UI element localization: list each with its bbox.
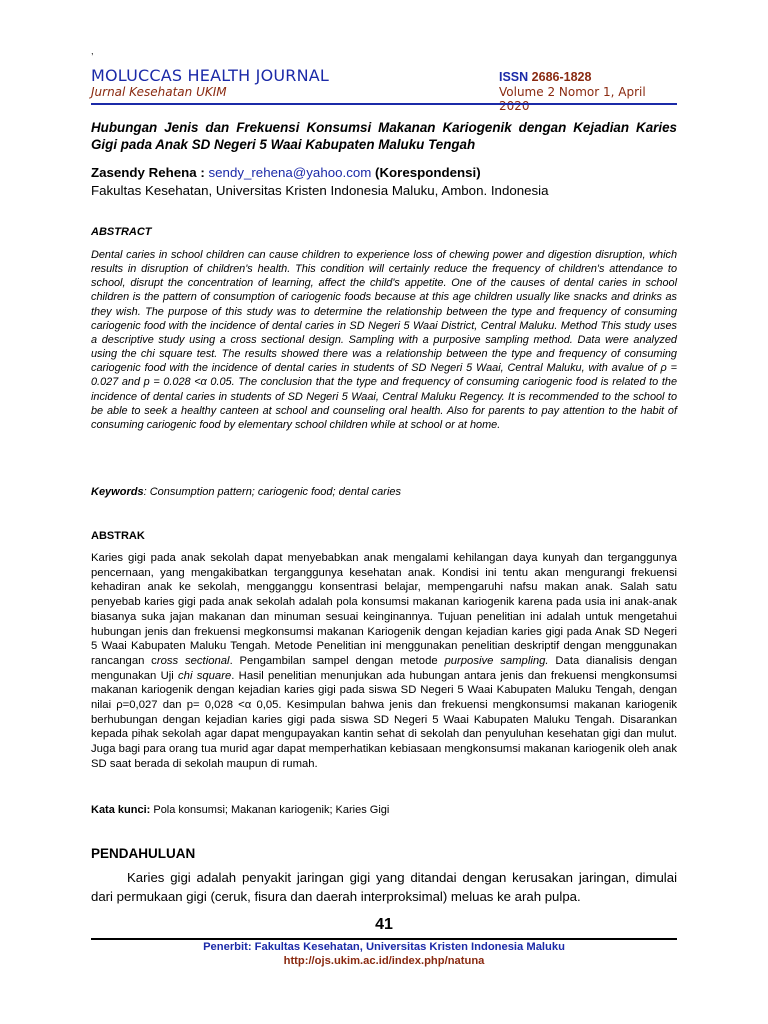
footer-url-link[interactable]: http://ojs.ukim.ac.id/index.php/natuna xyxy=(283,955,485,967)
author-affiliation: Fakultas Kesehatan, Universitas Kristen Indonesia Maluku, Ambon. Indonesia xyxy=(91,183,549,198)
abstrak-part-1: Karies gigi pada anak sekolah dapat menyebabkan anak mengalami kehilangan daya kunyah dan terganggunya pencernaan, yang mengakibatkan terganggunya kesehatan anak. Kondisi ini tentu akan mengurangi frekuensi kehadiran anak ke sekolah, mengganggu konsentrasi belajar, mempengaruhi nafsu makan anak. Salah satu penyebab karies gigi pada anak sekolah adalah pola konsumsi makanan kariogenik karena pada usia ini anak-anak biasanya suka jajan makanan dan minuman sesuai keinginannya. Tujuan penelitian ini adalah untuk mengetahui hubungan jenis dan frekuensi megkonsumsi makanan Kariogenik dengan kejadian karies gigi pada Anak SD Negeri 5 Waai Kabupaten Maluku Tengah. Metode Penelitian ini menggunakan penelitian deskriptif dengan menggunakan rancangan c xyxy=(91,552,677,667)
abstract-heading: ABSTRACT xyxy=(91,226,152,238)
issn-number: 2686-1828 xyxy=(531,70,592,84)
keywords-text: : Consumption pattern; cariogenic food; dental caries xyxy=(143,486,402,498)
author-email-link[interactable]: sendy_rehena@yahoo.com xyxy=(208,165,372,180)
abstrak-part-4: . Hasil penelitian menunjukan ada hubungan antara jenis dan frekuensi mengkonsumsi makanan kariogenik dengan kejadian karies gigi pada siswa SD Negeri 5 Waai Kabupaten Maluku Tengah, dengan nilai ρ=0,027 dan p= 0,028 <α 0,05. Kesimpulan bahwa jenis dan frekuensi mengkonsumsi makanan kariogenik berhubungan dengan kejadian karies gigi pada siswa SD Negeri 5 Waai Kabupaten Maluku Tengah. Disarankan kepada pihak sekolah agar dapat mengupayakan kantin sehat di sekolah dan penyuluhan kesehatan gigi dan mulut. Juga bagi para orang tua murid agar dapat memperhatikan kebiasaan mengkonsumsi makanan kariogenik oleh anak SD saat berada di sekolah maupun di rumah. xyxy=(91,669,678,770)
footer-rule xyxy=(91,938,677,940)
author-role: (Korespondensi) xyxy=(371,165,481,180)
abstrak-keywords xyxy=(91,804,389,816)
journal-name: MOLUCCAS HEALTH JOURNAL xyxy=(91,66,330,85)
journal-subtitle: Jurnal Kesehatan UKIM xyxy=(91,85,227,99)
issn-label: ISSN xyxy=(499,70,529,84)
abstrak-heading: ABSTRAK xyxy=(91,530,145,542)
header-rule xyxy=(91,103,677,105)
author-name: Zasendy Rehena : xyxy=(91,165,209,180)
kata-kunci-label: Kata kunci: xyxy=(91,804,151,816)
abstrak-italic-3: chi square xyxy=(178,669,232,682)
abstract-text: Dental caries in school children can cause children to experience loss of chewing power and digestion disruption, which results in disruption of children's health. This condition will certainly reduce the frequency of children's attendance to school, disrupt the concentration of learning, affect the child's appetite. One of the causes of dental caries in school children is the pattern of consumption of cariogenic foods because at this age children usually like snacks and drinks as they wish. The purpose of this study was to determine the relationship between the type and frequency of consuming cariogenic food with the incidence of dental caries in SD Negeri 5 Waai District, Central Maluku. Method This study uses a descriptive study using a cross sectional design. Sampling with a purposive sampling method. Data were analyzed using the chi square test. The results showed there was a relationship between the type and frequency of consuming cariogenic food with the incidence of dental caries in students of SD Negeri 5 Waai, Central Maluku, with avalue of ρ = 0.027 and p = 0.028 <α 0.05. The conclusion that the type and frequency of consuming cariogenic food is related to the incidence of dental caries in students of SD Negeri 5 Waai, Central Maluku Regency. It is recommended to the school to be able to seek a healthy canteen at school and counseling oral health. Also for parents to pay attention to the habit of consuming cariogenic food by elementary school children while at school or at home. xyxy=(91,249,677,431)
abstrak-italic-2: purposive sampling. xyxy=(444,654,549,667)
keywords-label: Keywords xyxy=(91,486,144,498)
journal-header-row-1 xyxy=(91,66,677,85)
journal-header-row-2 xyxy=(91,85,677,113)
author-line xyxy=(91,164,677,182)
intro-paragraph: Karies gigi adalah penyakit jaringan gigi yang ditandai dengan kerusakan jaringan, dimulai dari permukaan gigi (ceruk, fisura dan daerah interproksimal) meluas ke arah pulpa. xyxy=(91,870,677,904)
abstrak-part-3: Data dianalisis dengan mengunakan Uji xyxy=(91,654,677,682)
header-tick-mark: , xyxy=(91,46,94,56)
kata-kunci-text: Pola konsumsi; Makanan kariogenik; Karies Gigi xyxy=(150,804,390,816)
abstrak-italic-1: ross sectional xyxy=(156,654,230,667)
journal-header xyxy=(91,66,677,113)
footer-publisher: Penerbit: Fakultas Kesehatan, Universitas Kristen Indonesia Maluku xyxy=(203,941,565,953)
abstrak-part-2: . Pengambilan sampel dengan metode xyxy=(229,654,445,667)
abstrak-text xyxy=(91,551,677,772)
page-number: 41 xyxy=(375,916,393,933)
article-title: Hubungan Jenis dan Frekuensi Konsumsi Makanan Kariogenik dengan Kejadian Karies Gigi pada Anak SD Negeri 5 Waai Kabupaten Maluku Tengah xyxy=(91,120,677,152)
author-block xyxy=(91,164,677,200)
abstract-keywords xyxy=(91,486,401,498)
issn xyxy=(499,70,677,84)
intro-heading: PENDAHULUAN xyxy=(91,846,196,861)
journal-volume: Volume 2 Nomor 1, April 2020 xyxy=(499,85,646,113)
